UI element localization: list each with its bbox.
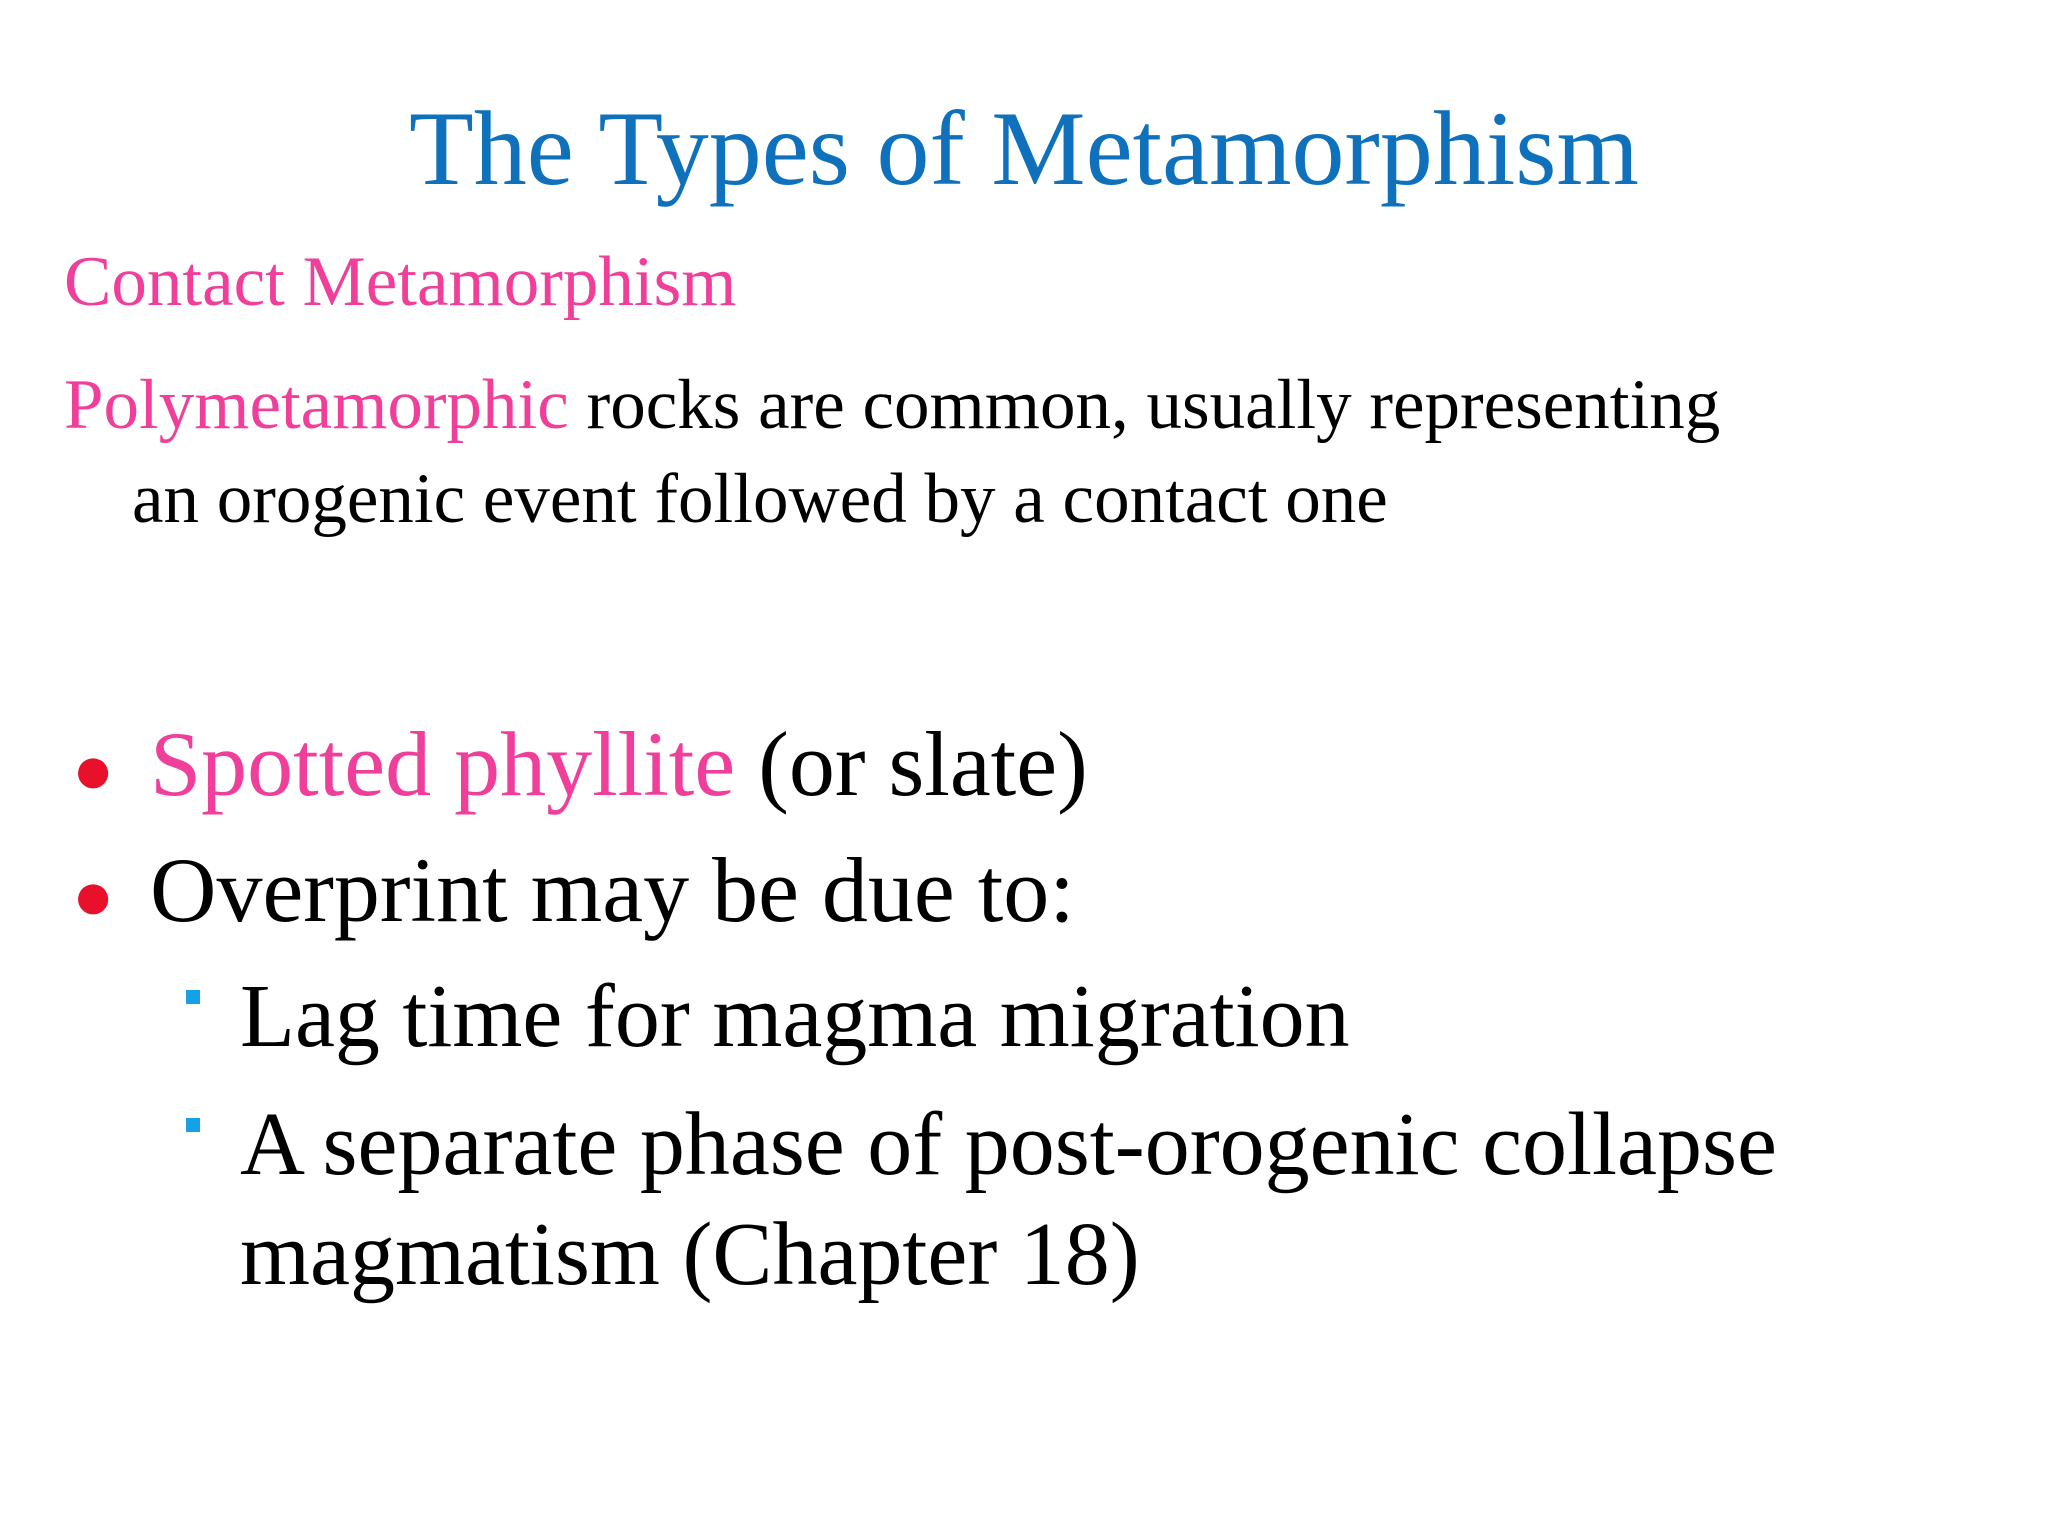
intro-highlight: Polymetamorphic bbox=[64, 366, 569, 444]
bullet-dot-icon: ● bbox=[72, 858, 115, 935]
intro-line1-rest: rocks are common, usually representing bbox=[568, 366, 1721, 444]
bullet-item-1 bbox=[150, 713, 1088, 815]
square-bullet-icon bbox=[186, 990, 200, 1004]
sub-bullet-item-2-line2: magmatism (Chapter 18) bbox=[240, 1205, 1140, 1304]
bullet-1-rest: (or slate) bbox=[735, 713, 1088, 815]
bullet-item-2: Overprint may be due to: bbox=[150, 839, 1075, 941]
intro-paragraph bbox=[64, 358, 2004, 546]
sub-bullet-item-2-line1: A separate phase of post-orogenic collapse bbox=[240, 1095, 1777, 1194]
subheading: Contact Metamorphism bbox=[64, 243, 737, 321]
intro-line2: an orogenic event followed by a contact one bbox=[132, 460, 1388, 538]
bullet-1-highlight: Spotted phyllite bbox=[150, 713, 736, 815]
slide-title: The Types of Metamorphism bbox=[408, 90, 1640, 207]
sub-bullet-item-1: Lag time for magma migration bbox=[240, 967, 1350, 1066]
square-bullet-icon bbox=[186, 1118, 200, 1132]
bullet-dot-icon: ● bbox=[72, 732, 115, 809]
